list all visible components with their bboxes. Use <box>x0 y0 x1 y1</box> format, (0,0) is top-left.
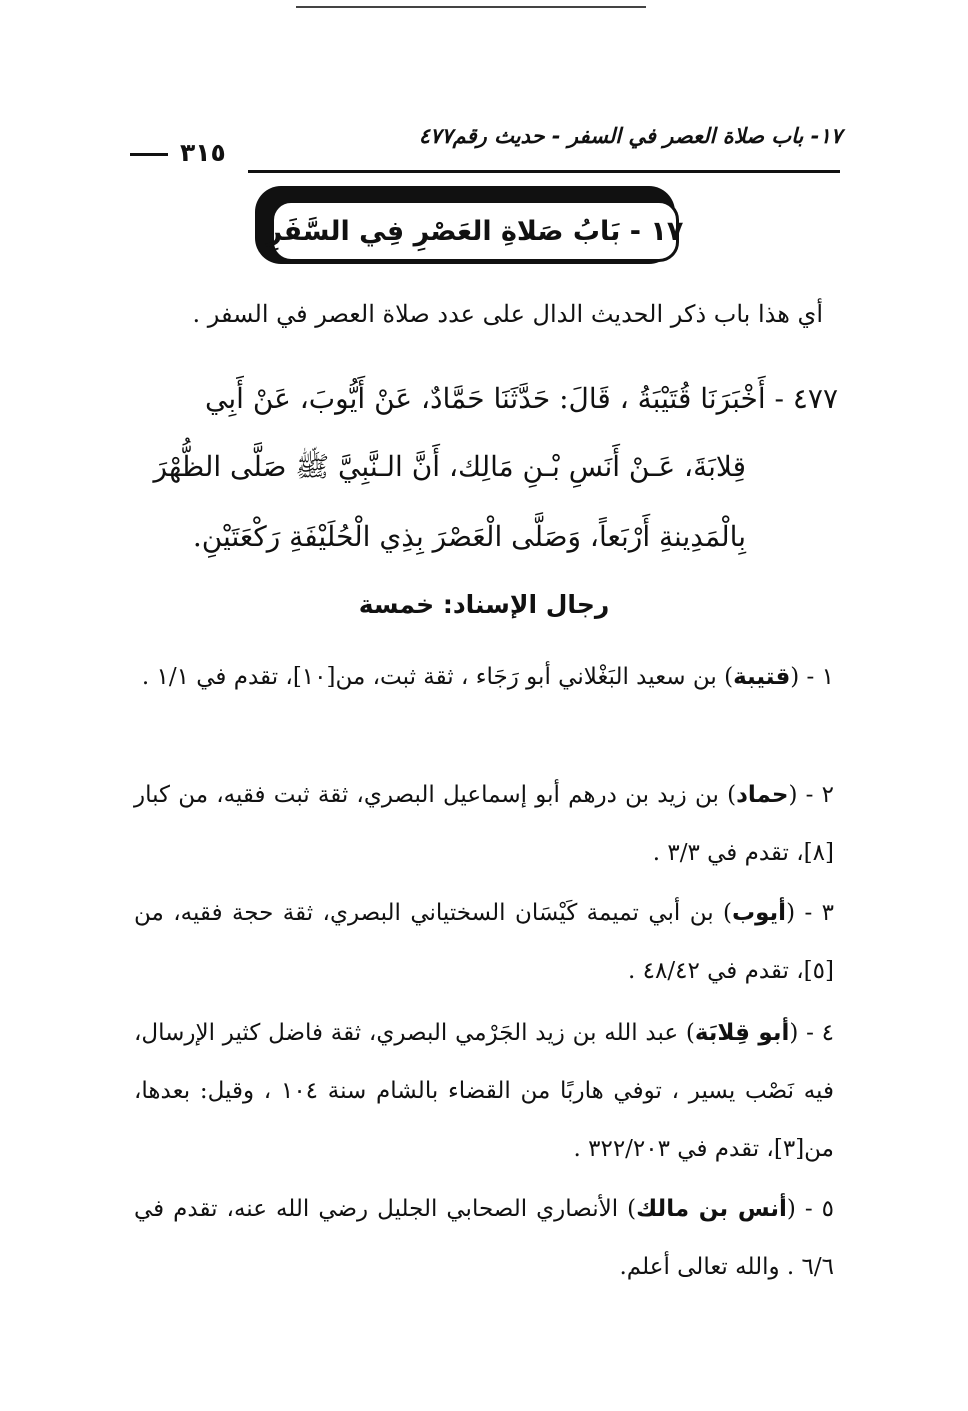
running-head-rule <box>248 170 840 173</box>
page-number-value: ٣١٥ <box>180 138 226 167</box>
narrator-entry-3 <box>134 884 834 1000</box>
narrator-entry-1 <box>134 648 834 706</box>
hadith-line-2: قِلابَةَ، عَـنْ أَنَسِ بْـنِ مَالِك، أَنَّ الـنَّبِيَّ ﷺ صَلَّى الظُّهْرَ <box>153 450 746 483</box>
hadith-line-1: ٤٧٧ - أَخْبَرَنَا قُتَيْبَةُ ، قَالَ: حَدَّثَنَا حَمَّادٌ، عَنْ أَيُّوبَ، عَنْ أَبِي <box>205 382 838 415</box>
narrator-name: أبو قِلابَة <box>694 1020 790 1046</box>
running-head-title: ١٧- باب صلاة العصر في السفر - حديث رقم٤٧٧ <box>418 124 842 148</box>
narrator-number: ٥ - ( <box>786 1196 834 1222</box>
hadith-line-3: بِالْمَدِينةِ أَرْبَعاً، وَصَلَّى الْعَصْرَ بِذِي الْحُلَيْفَةِ رَكْعَتَيْنِ. <box>192 520 746 553</box>
chapter-intro: أي هذا باب ذكر الحديث الدال على عدد صلاة العصر في السفر . <box>192 300 823 328</box>
narrator-number: ٤ - ( <box>789 1020 834 1046</box>
narrator-details: ) بن زيد بن درهم أبو إسماعيل البصري، ثقة ثبت فقيه، من كبار [٨]، تقدم في ٣/٣ . <box>134 782 834 866</box>
narrator-name: أنس بن مالك <box>636 1196 787 1222</box>
narrator-details: ) الأنصاري الصحابي الجليل رضي الله عنه، تقدم في ٦/٦ . والله تعالى أعلم. <box>134 1196 834 1280</box>
narrator-name: قتيبة <box>733 664 791 690</box>
narrator-entry-2 <box>134 766 834 882</box>
page-number <box>130 138 226 167</box>
narrator-details: ) بن أبي تميمة كَيْسَان السختياني البصري، ثقة حجة فقيه، من [٥]، تقدم في ٤٨/٤٢ . <box>134 900 834 984</box>
chapter-title: ١٧ - بَابُ صَلاةِ العَصْرِ فِي السَّفَرِ <box>271 200 679 262</box>
narrator-number: ١ - ( <box>790 664 834 690</box>
narrator-name: أيوب <box>732 900 787 926</box>
narrator-number: ٢ - ( <box>788 782 834 808</box>
top-edge-rule <box>296 6 646 8</box>
narrator-entry-4 <box>134 1004 834 1178</box>
narrator-details: ) عبد الله بن زيد الجَرْمي البصري، ثقة فاضل كثير الإرسال، فيه نَصْب يسير ، توفي هاربًا من القضاء بالشام سنة ١٠٤ ، وقيل: بعدها، من[٣]، تقدم في ٣٢٢/٢٠٣ . <box>134 1020 834 1162</box>
page-number-dash <box>130 153 168 156</box>
narrator-details: ) بن سعيد البَغْلاني أبو رَجَاء ، ثقة ثبت، من[١٠]، تقدم في ١/١ . <box>141 664 734 690</box>
chapter-title-frame <box>255 186 687 276</box>
narrator-name: حماد <box>736 782 789 808</box>
narrator-number: ٣ - ( <box>786 900 834 926</box>
running-head <box>130 118 842 170</box>
narrator-entry-5 <box>134 1180 834 1296</box>
isnad-heading: رجال الإسناد: خمسة <box>358 590 610 619</box>
